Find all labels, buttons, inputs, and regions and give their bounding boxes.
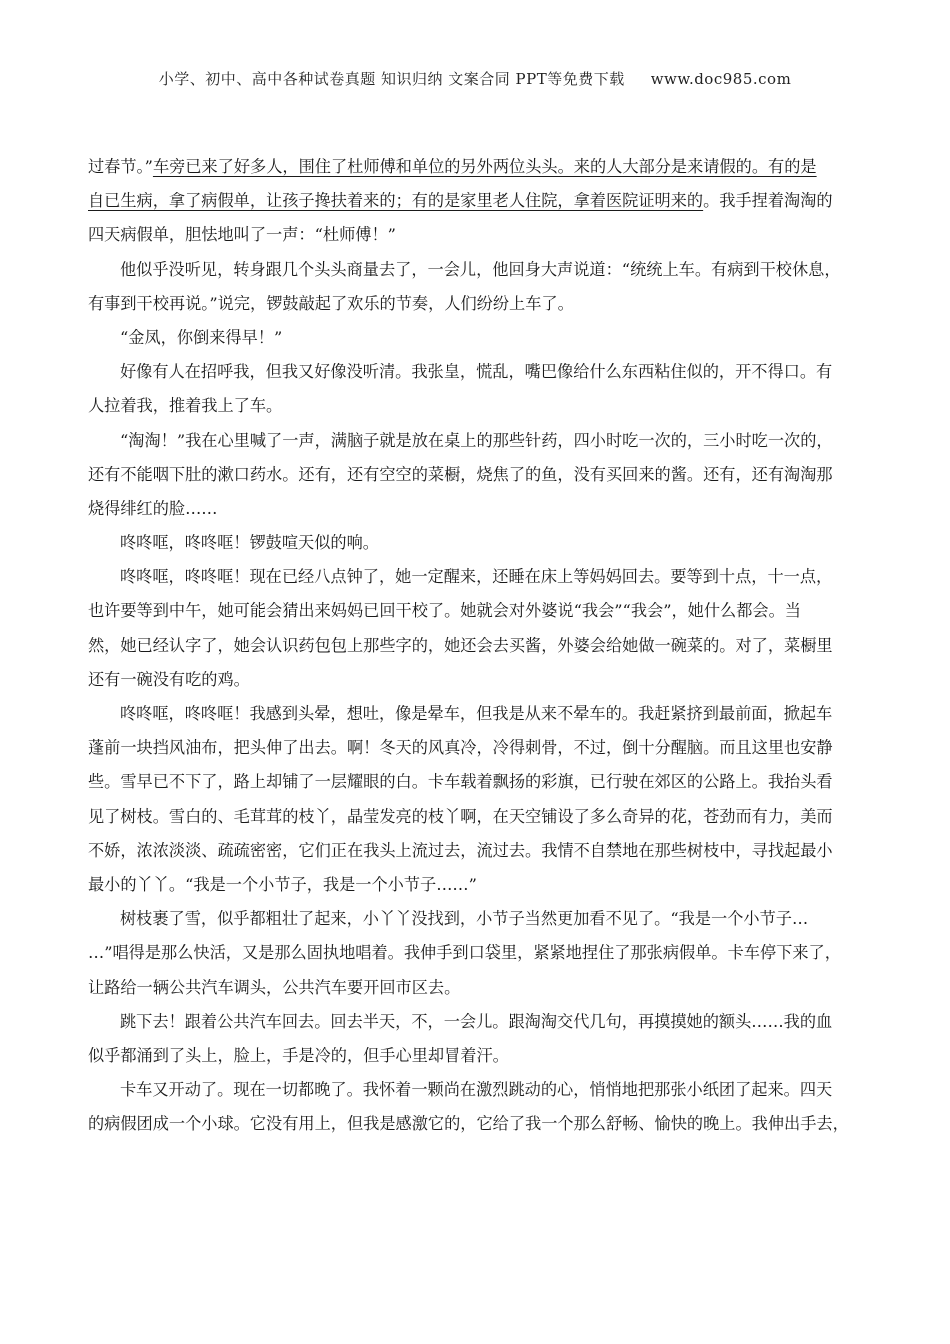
text-line: [88, 1005, 863, 1039]
text-line: [88, 902, 863, 936]
text-line: [88, 731, 863, 765]
text-span: 还有一碗没有吃的鸡。: [88, 669, 250, 689]
text-span: 烧得绯红的脸……: [88, 498, 218, 518]
text-span: 最小的丫丫。“我是一个小节子，我是一个小节子……”: [88, 874, 477, 894]
text-span: …”唱得是那么快活，又是那么固执地唱着。我伸手到口袋里，紧紧地捏住了那张病假单。卡车停下来了，: [88, 943, 841, 963]
header-site-url[interactable]: www.doc985.com: [650, 70, 792, 88]
text-line: [88, 697, 863, 731]
text-span: 。我手捏着淘淘的: [703, 191, 833, 211]
text-line: [88, 663, 863, 697]
underlined-text: 自已生病，拿了病假单，让孩子搀扶着来的；有的是家里老人住院，拿着医院证明来的: [88, 191, 704, 211]
text-line: [88, 629, 863, 663]
text-line: [88, 594, 863, 628]
text-line: [88, 1073, 863, 1107]
article-body: [88, 150, 863, 1141]
text-span: 让路给一辆公共汽车调头，公共汽车要开回市区去。: [88, 977, 461, 997]
text-span: 过春节。”: [88, 157, 153, 176]
text-span: 似乎都涌到了头上，脸上，手是冷的，但手心里却冒着汗。: [88, 1045, 509, 1065]
text-line: [88, 458, 863, 492]
text-span: 不娇，浓浓淡淡、疏疏密密，它们正在我头上流过去，流过去。我情不自禁地在那些树枝中，寻找起最小: [88, 840, 833, 860]
text-span: 咚咚哐，咚咚哐！锣鼓喧天似的响。: [120, 533, 379, 553]
text-line: [88, 424, 863, 458]
text-line: [88, 253, 863, 287]
text-span: 卡车又开动了。现在一切都晚了。我怀着一颗尚在激烈跳动的心，悄悄地把那张小纸团了起来。四天: [120, 1080, 833, 1100]
text-line: [88, 1039, 863, 1073]
text-span: “金凤，你倒来得早！”: [120, 327, 283, 347]
text-span: 然，她已经认字了，她会认识药包包上那些字的，她还会去买酱，外婆会给她做一碗菜的。对了，菜橱里: [88, 635, 833, 655]
underlined-text: 车旁已来了好多人，围住了杜师傅和单位的另外两位头头。来的人大部分是来请假的。有的是: [152, 157, 817, 176]
text-span: 好像有人在招呼我，但我又好像没听清。我张皇，慌乱，嘴巴像给什么东西粘住似的，开不得口。有: [120, 362, 833, 382]
text-line: [88, 936, 863, 970]
text-span: 跳下去！跟着公共汽车回去。回去半天，不，一会儿。跟淘淘交代几句，再摸摸她的额头……我的血: [120, 1011, 833, 1031]
text-line: [88, 184, 863, 218]
text-span: 树枝裹了雪，似乎都粗壮了起来，小丫丫没找到，小节子当然更加看不见了。“我是一个小节子…: [120, 909, 809, 929]
text-span: 也许要等到中午，她可能会猜出来妈妈已回干校了。她就会对外婆说“我会”“我会”，她什么都会。当: [88, 601, 801, 621]
text-span: 些。雪早已不下了，路上却铺了一层耀眼的白。卡车载着飘扬的彩旗，已行驶在郊区的公路上。我抬头看: [88, 772, 833, 792]
text-line: [88, 560, 863, 594]
text-span: 蓬前一块挡风油布，把头伸了出去。啊！冬天的风真冷，冷得刺骨，不过，倒十分醒脑。而且这里也安静: [88, 738, 833, 758]
text-line: [88, 355, 863, 389]
text-line: [88, 321, 863, 355]
text-line: [88, 389, 863, 423]
text-span: 的病假团成一个小球。它没有用上，但我是感激它的，它给了我一个那么舒畅、愉快的晚上。我伸出手去，: [88, 1114, 849, 1134]
text-line: [88, 834, 863, 868]
text-line: [88, 218, 863, 252]
text-line: [88, 765, 863, 799]
text-line: [88, 492, 863, 526]
text-line: [88, 287, 863, 321]
page-header: [0, 68, 950, 89]
text-span: 咚咚哐，咚咚哐！现在已经八点钟了，她一定醒来，还睡在床上等妈妈回去。要等到十点，十一点，: [120, 567, 833, 587]
text-span: 还有不能咽下肚的漱口药水。还有，还有空空的菜橱，烧焦了的鱼，没有买回来的酱。还有，还有淘淘那: [88, 464, 833, 484]
text-span: 有事到干校再说。”说完，锣鼓敲起了欢乐的节奏，人们纷纷上车了。: [88, 293, 574, 313]
text-line: [88, 1107, 863, 1141]
text-line: [88, 800, 863, 834]
text-span: 他似乎没听见，转身跟几个头头商量去了，一会儿，他回身大声说道：“统统上车。有病到干校休息，: [120, 259, 841, 279]
text-span: “淘淘！”我在心里喊了一声，满脑子就是放在桌上的那些针药，四小时吃一次的，三小时吃一次的，: [120, 430, 833, 450]
text-span: 四天病假单，胆怯地叫了一声：“杜师傅！”: [88, 225, 396, 245]
text-span: 咚咚哐，咚咚哐！我感到头晕，想吐，像是晕车，但我是从来不晕车的。我赶紧挤到最前面，掀起车: [120, 704, 833, 723]
text-span: 人拉着我，推着我上了车。: [88, 396, 283, 416]
text-line: [88, 868, 863, 902]
text-span: 见了树枝。雪白的、毛茸茸的枝丫，晶莹发亮的枝丫啊，在天空铺设了多么奇异的花，苍劲而有力，美而: [88, 806, 833, 826]
text-line: [88, 150, 863, 184]
text-line: [88, 526, 863, 560]
text-line: [88, 971, 863, 1005]
header-text: 小学、初中、高中各种试卷真题 知识归纳 文案合同 PPT等免费下载: [158, 70, 625, 88]
